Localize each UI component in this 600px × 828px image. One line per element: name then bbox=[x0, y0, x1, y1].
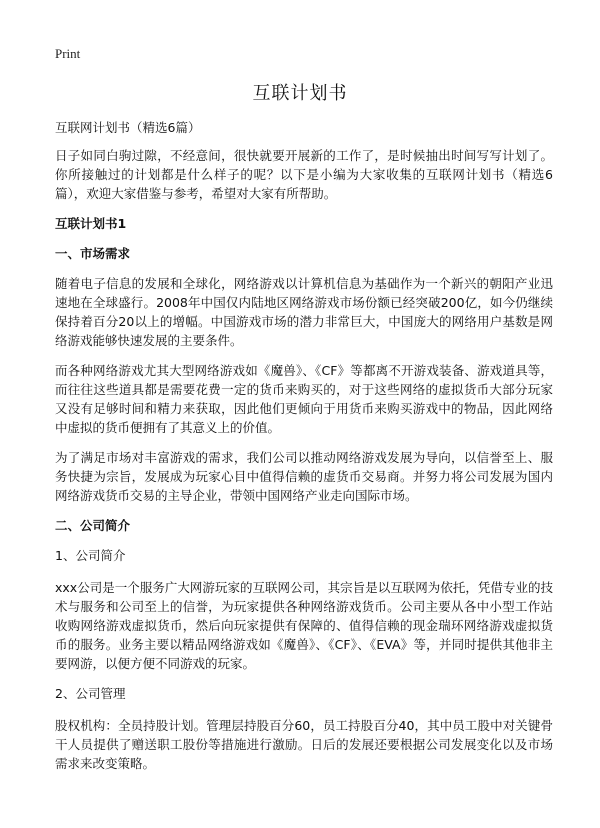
part1-paragraph: 而各种网络游戏尤其大型网络游戏如《魔兽》、《CF》等都离不开游戏装备、游戏道具等，而往往这些道具都是需要花费一定的货币来购买的，对于这些网络的虚拟货币大部分玩家又没有足够时间和精力来获取，因此他们更倾向于用货币来购买游戏中的物品，因此网络中虚拟的货币便拥有了其意义上的价值。 bbox=[55, 363, 553, 435]
part2-sub2-heading: 2、公司管理 bbox=[55, 686, 126, 701]
part1-heading: 一、市场需求 bbox=[55, 246, 131, 261]
part2-sub1-paragraph: xxx公司是一个服务广大网游玩家的互联网公司，其宗旨是以互联网为依托，凭借专业的技术与服务和公司至上的信誉，为玩家提供各种网络游戏货币。公司主要从各中小型工作站收购网络游戏虚拟货币，然后向玩家提供有保障的、值得信赖的现金瑞环网络游戏虚拟货币的服务。业务主要以精品网络游戏如《魔兽》、《CF》、《EVA》等，并同时提供其他非主要网游，以便方便不同游戏的玩家。 bbox=[55, 580, 553, 671]
part2-sub2-paragraph: 股权机构：全员持股计划。管理层持股百分60，员工持股百分40，其中员工股中对关键骨干人员提供了赠送职工股份等措施进行激励。日后的发展还要根据公司发展变化以及市场需求来改变策略。 bbox=[55, 718, 553, 771]
document-body bbox=[55, 118, 553, 773]
part1-paragraph: 为了满足市场对丰富游戏的需求，我们公司以推动网络游戏发展为导向，以信誉至上、服务快捷为宗旨，发展成为玩家心目中值得信赖的虚货币交易商。并努力将公司发展为国内网络游戏货币交易的主导企业，带领中国网络产业走向国际市场。 bbox=[55, 450, 553, 503]
page-title: 互联计划书 bbox=[252, 83, 348, 104]
part1-paragraph: 随着电子信息的发展和全球化，网络游戏以计算机信息为基础作为一个新兴的朝阳产业迅速地在全球盛行。2008年中国仅内陆地区网络游戏市场份额已经突破200亿，如今仍继续保持着百分20以上的增幅。中国游戏市场的潜力非常巨大，中国庞大的网络用户基数是网络游戏能够快速发展的主要条件。 bbox=[55, 276, 553, 348]
document-subtitle: 互联网计划书（精选6篇） bbox=[55, 120, 201, 135]
part2-heading: 二、公司简介 bbox=[55, 518, 131, 533]
intro-paragraph: 日子如同白驹过隙，不经意间，很快就要开展新的工作了，是时候抽出时间写写计划了。你所接触过的计划都是什么样子的呢？以下是小编为大家收集的互联网计划书（精选6篇），欢迎大家借鉴与参考，希望对大家有所帮助。 bbox=[55, 148, 553, 201]
section-title: 互联计划书1 bbox=[55, 216, 127, 231]
part2-sub1-heading: 1、公司简介 bbox=[55, 548, 126, 563]
print-link[interactable]: Print bbox=[55, 46, 81, 61]
